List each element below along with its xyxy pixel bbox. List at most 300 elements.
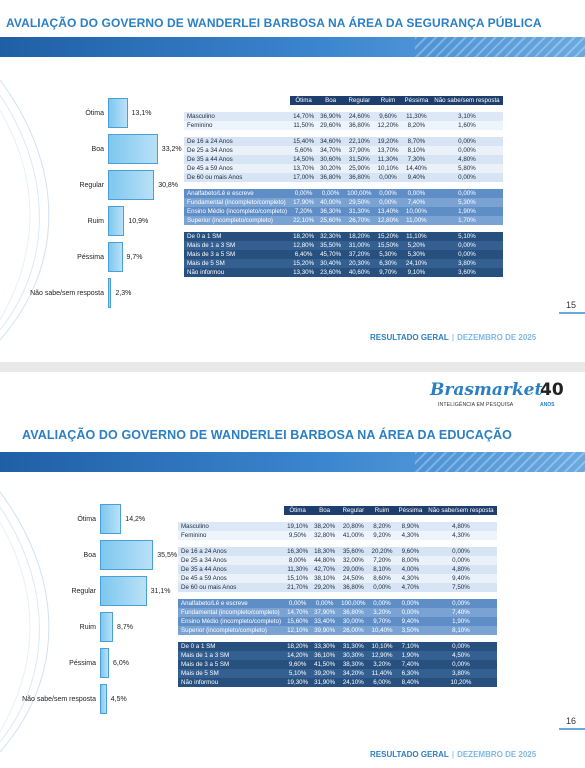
- page-number-rule: [559, 312, 585, 314]
- table-cell: 8,70%: [402, 137, 432, 146]
- bar-row: [28, 648, 129, 678]
- row-label: Ensino Médio (incompleto/completo): [178, 617, 284, 626]
- table-cell: 0,00%: [431, 146, 502, 155]
- table-cell: 4,30%: [396, 531, 426, 540]
- table-column-header: Regular: [344, 96, 374, 105]
- table-cell: 0,00%: [375, 189, 402, 198]
- table-cell: 3,80%: [425, 669, 496, 678]
- table-cell: 9,50%: [284, 531, 311, 540]
- table-column-header: Péssima: [396, 506, 426, 515]
- table-header-row: [184, 96, 503, 105]
- bar-category-label: Não sabe/sem resposta: [30, 289, 104, 297]
- table-cell: 36,10%: [311, 651, 338, 660]
- table-cell: 8,00%: [284, 556, 311, 565]
- table-row: [178, 608, 497, 617]
- table-cell: 5,60%: [290, 146, 317, 155]
- table-cell: 10,10%: [369, 642, 396, 651]
- group-spacer: [178, 592, 497, 599]
- row-label: Mais de 5 SM: [184, 259, 290, 268]
- table-cell: 12,20%: [375, 121, 402, 130]
- table-cell: 12,80%: [290, 241, 317, 250]
- row-label: Analfabeto/Lê e escreve: [184, 189, 290, 198]
- table-column-header: Ruim: [369, 506, 396, 515]
- footer-date: DEZEMBRO DE 2025: [457, 750, 537, 759]
- table-cell: 19,10%: [284, 522, 311, 531]
- table-row: [184, 250, 503, 259]
- table-row: [184, 268, 503, 277]
- footer: [370, 333, 536, 342]
- table-cell: 11,40%: [369, 669, 396, 678]
- table-cell: 10,00%: [402, 207, 432, 216]
- bar-value-label: 2,3%: [115, 289, 132, 297]
- table-row: [178, 522, 497, 531]
- bar-value-label: 10,9%: [128, 217, 149, 225]
- table-cell: 0,00%: [425, 599, 496, 608]
- table-cell: 0,00%: [284, 599, 311, 608]
- table-cell: 31,30%: [338, 642, 368, 651]
- table-cell: 1,90%: [425, 617, 496, 626]
- table-cell: 7,40%: [425, 608, 496, 617]
- table-cell: 44,80%: [311, 556, 338, 565]
- table-row: [178, 599, 497, 608]
- table-cell: 7,10%: [396, 642, 426, 651]
- table-cell: 14,70%: [290, 112, 317, 121]
- bar-category-label: Péssima: [77, 253, 104, 261]
- table-cell: 19,20%: [375, 137, 402, 146]
- table-cell: 15,50%: [375, 241, 402, 250]
- table-cell: 0,00%: [375, 173, 402, 182]
- table-cell: 29,60%: [317, 121, 344, 130]
- table-cell: 5,20%: [402, 241, 432, 250]
- table-cell: 0,00%: [431, 189, 502, 198]
- table-cell: 3,20%: [369, 660, 396, 669]
- bar: [108, 206, 124, 236]
- table-row: [184, 189, 503, 198]
- table-cell: 4,50%: [425, 651, 496, 660]
- bar-row: [36, 134, 182, 164]
- table-cell: 29,50%: [344, 198, 374, 207]
- table-cell: 10,20%: [425, 678, 496, 687]
- table-cell: 7,50%: [425, 583, 496, 592]
- table-column-header: Não sabe/sem resposta: [425, 506, 496, 515]
- table-cell: 37,90%: [311, 608, 338, 617]
- table-cell: 38,30%: [338, 660, 368, 669]
- row-label: Masculino: [184, 112, 290, 121]
- table-cell: 31,30%: [344, 207, 374, 216]
- table-cell: 1,70%: [431, 216, 502, 225]
- table-cell: 8,20%: [369, 522, 396, 531]
- table-row: [178, 642, 497, 651]
- table-cell: 20,30%: [344, 259, 374, 268]
- crosstab-table: [184, 96, 503, 277]
- table-cell: 0,00%: [317, 189, 344, 198]
- table-cell: 0,00%: [375, 198, 402, 207]
- bar-row: [28, 504, 145, 534]
- table-cell: 32,80%: [311, 531, 338, 540]
- table-column-header: Péssima: [402, 96, 432, 105]
- bar-row: [28, 612, 133, 642]
- page-number: 15: [566, 300, 577, 310]
- footer-date: DEZEMBRO DE 2025: [457, 333, 537, 342]
- bar: [100, 612, 113, 642]
- table-cell: 8,60%: [369, 574, 396, 583]
- table-cell: 30,40%: [317, 259, 344, 268]
- table-cell: 26,00%: [338, 626, 368, 635]
- brand-anos: ANOS: [540, 402, 555, 408]
- table-cell: 0,00%: [431, 241, 502, 250]
- bar-category-label: Ótima: [85, 109, 104, 117]
- bar-category-label: Boa: [91, 145, 104, 153]
- crosstab-table: [178, 506, 497, 687]
- table-cell: 41,00%: [338, 531, 368, 540]
- table-cell: 7,40%: [396, 660, 426, 669]
- table-cell: 13,40%: [375, 207, 402, 216]
- row-label: De 45 a 59 Anos: [184, 164, 290, 173]
- table-cell: 18,20%: [284, 642, 311, 651]
- table-column-header: Boa: [317, 96, 344, 105]
- table-cell: 11,00%: [402, 216, 432, 225]
- table-cell: 4,30%: [396, 574, 426, 583]
- band-pattern: [415, 452, 585, 472]
- bar: [100, 504, 121, 534]
- bar-row: [30, 278, 132, 308]
- table-cell: 0,00%: [425, 642, 496, 651]
- table-row: [184, 241, 503, 250]
- row-label: De 25 a 34 Anos: [178, 556, 284, 565]
- table-cell: 0,00%: [402, 189, 432, 198]
- table-cell: 4,00%: [396, 565, 426, 574]
- table-cell: 24,50%: [338, 574, 368, 583]
- table-column-header: Ótima: [290, 96, 317, 105]
- table-cell: 36,80%: [344, 173, 374, 182]
- table-row: [184, 155, 503, 164]
- table-cell: 29,00%: [338, 565, 368, 574]
- title-band: [0, 37, 585, 57]
- footer: [370, 750, 536, 759]
- table-cell: 5,80%: [431, 164, 502, 173]
- table-cell: 9,70%: [369, 617, 396, 626]
- table-cell: 38,10%: [311, 574, 338, 583]
- table-column-header: Ruim: [375, 96, 402, 105]
- bar-row: [36, 98, 152, 128]
- footer-label: RESULTADO GERAL: [370, 333, 449, 342]
- bar-value-label: 14,2%: [125, 515, 146, 523]
- table-cell: 8,00%: [396, 556, 426, 565]
- bar-category-label: Regular: [71, 587, 96, 595]
- table-cell: 31,90%: [311, 678, 338, 687]
- table-cell: 35,50%: [317, 241, 344, 250]
- table-cell: 19,30%: [284, 678, 311, 687]
- slide-seguranca-publica: [0, 0, 585, 362]
- band-pattern: [415, 37, 585, 57]
- bar-value-label: 4,5%: [110, 695, 127, 703]
- table-cell: 9,70%: [375, 268, 402, 277]
- table-cell: 14,40%: [402, 164, 432, 173]
- table-cell: 3,80%: [431, 259, 502, 268]
- bar: [100, 576, 147, 606]
- table-cell: 33,40%: [311, 617, 338, 626]
- table-row: [184, 216, 503, 225]
- row-label: Mais de 1 a 3 SM: [178, 651, 284, 660]
- table-row: [178, 660, 497, 669]
- table-cell: 18,20%: [290, 232, 317, 241]
- table-cell: 100,00%: [344, 189, 374, 198]
- table-cell: 22,10%: [290, 216, 317, 225]
- table-cell: 39,20%: [311, 669, 338, 678]
- table-row: [184, 259, 503, 268]
- table-cell: 8,40%: [396, 678, 426, 687]
- row-label: Superior (incompleto/completo): [178, 626, 284, 635]
- table-cell: 4,80%: [425, 522, 496, 531]
- table-cell: 7,20%: [290, 207, 317, 216]
- bar-value-label: 35,5%: [157, 551, 178, 559]
- table-cell: 34,70%: [317, 146, 344, 155]
- row-label: De 16 a 24 Anos: [178, 547, 284, 556]
- bar: [108, 242, 123, 272]
- table-cell: 11,50%: [290, 121, 317, 130]
- table-cell: 37,20%: [344, 250, 374, 259]
- bar-category-label: Ruim: [79, 623, 96, 631]
- row-label: Mais de 3 a 5 SM: [184, 250, 290, 259]
- table-row: [178, 651, 497, 660]
- table-cell: 7,40%: [402, 198, 432, 207]
- table-row: [184, 137, 503, 146]
- bar-value-label: 9,7%: [126, 253, 143, 261]
- group-spacer: [184, 182, 503, 189]
- table-row: [178, 556, 497, 565]
- slide-title: AVALIAÇÃO DO GOVERNO DE WANDERLEI BARBOSA NA ÁREA DA EDUCAÇÃO: [22, 428, 512, 442]
- table-cell: 4,80%: [425, 565, 496, 574]
- table-row: [184, 232, 503, 241]
- row-label: Fundamental (incompleto/completo): [184, 198, 290, 207]
- row-label: Mais de 3 a 5 SM: [178, 660, 284, 669]
- table-cell: 1,90%: [431, 207, 502, 216]
- table-cell: 9,40%: [402, 173, 432, 182]
- table-cell: 30,60%: [317, 155, 344, 164]
- table-cell: 11,10%: [402, 232, 432, 241]
- table-cell: 11,30%: [402, 112, 432, 121]
- table-cell: 11,30%: [375, 155, 402, 164]
- table-cell: 15,10%: [284, 574, 311, 583]
- table-cell: 34,20%: [338, 669, 368, 678]
- table-row: [184, 112, 503, 121]
- bar-row: [36, 170, 178, 200]
- table-cell: 8,20%: [402, 121, 432, 130]
- table-corner: [178, 506, 284, 515]
- group-spacer: [178, 540, 497, 547]
- footer-separator: |: [451, 333, 455, 342]
- table-cell: 0,00%: [290, 189, 317, 198]
- row-label: Feminino: [184, 121, 290, 130]
- table-cell: 29,20%: [311, 583, 338, 592]
- table-cell: 32,00%: [338, 556, 368, 565]
- table-cell: 8,90%: [396, 522, 426, 531]
- table-cell: 13,70%: [290, 164, 317, 173]
- table-cell: 6,30%: [396, 669, 426, 678]
- bar-row: [36, 242, 143, 272]
- brand-tagline: INTELIGÊNCIA EM PESQUISA: [438, 402, 514, 408]
- bar-row: [22, 684, 127, 714]
- table-cell: 36,90%: [317, 112, 344, 121]
- table-cell: 40,00%: [317, 198, 344, 207]
- table-cell: 21,70%: [284, 583, 311, 592]
- row-label: Superior (incompleto/completo): [184, 216, 290, 225]
- table-cell: 0,00%: [431, 250, 502, 259]
- table-cell: 0,00%: [425, 547, 496, 556]
- brand-logo: [430, 380, 570, 420]
- table-cell: 3,20%: [369, 608, 396, 617]
- bar-category-label: Regular: [79, 181, 104, 189]
- table-cell: 14,70%: [284, 608, 311, 617]
- table-cell: 18,30%: [311, 547, 338, 556]
- page-number: 16: [566, 716, 577, 726]
- table-cell: 0,00%: [369, 583, 396, 592]
- table-row: [184, 173, 503, 182]
- table-column-header: Ótima: [284, 506, 311, 515]
- table-cell: 1,90%: [396, 651, 426, 660]
- table-cell: 9,40%: [396, 617, 426, 626]
- table-cell: 31,50%: [344, 155, 374, 164]
- row-label: Não informou: [184, 268, 290, 277]
- table-cell: 13,30%: [290, 268, 317, 277]
- bar-category-label: Não sabe/sem resposta: [22, 695, 96, 703]
- table-cell: 22,10%: [344, 137, 374, 146]
- table-cell: 9,60%: [396, 547, 426, 556]
- table-cell: 36,80%: [338, 583, 368, 592]
- group-spacer: [184, 130, 503, 137]
- table-cell: 8,10%: [425, 626, 496, 635]
- table-cell: 9,60%: [375, 112, 402, 121]
- table-cell: 38,20%: [311, 522, 338, 531]
- table-cell: 4,30%: [425, 531, 496, 540]
- bar-value-label: 30,8%: [158, 181, 179, 189]
- table-row: [184, 207, 503, 216]
- table-cell: 35,60%: [338, 547, 368, 556]
- row-label: Não informou: [178, 678, 284, 687]
- table-cell: 16,30%: [284, 547, 311, 556]
- table-cell: 100,00%: [338, 599, 368, 608]
- table-row: [178, 574, 497, 583]
- table-cell: 24,60%: [344, 112, 374, 121]
- bar-row: [36, 206, 148, 236]
- table-cell: 0,00%: [396, 599, 426, 608]
- table-cell: 24,10%: [338, 678, 368, 687]
- table-cell: 37,90%: [344, 146, 374, 155]
- row-label: De 60 ou mais Anos: [178, 583, 284, 592]
- table-cell: 5,10%: [284, 669, 311, 678]
- table-cell: 25,90%: [344, 164, 374, 173]
- row-label: De 45 a 59 Anos: [178, 574, 284, 583]
- table-row: [178, 531, 497, 540]
- table-cell: 12,80%: [375, 216, 402, 225]
- row-label: De 35 a 44 Anos: [178, 565, 284, 574]
- row-label: Mais de 5 SM: [178, 669, 284, 678]
- table-cell: 15,40%: [290, 137, 317, 146]
- bar-category-label: Ótima: [77, 515, 96, 523]
- table-row: [178, 583, 497, 592]
- group-spacer: [178, 515, 497, 522]
- table-cell: 36,80%: [338, 608, 368, 617]
- row-label: Analfabeto/Lê e escreve: [178, 599, 284, 608]
- table-cell: 34,60%: [317, 137, 344, 146]
- table-cell: 9,60%: [284, 660, 311, 669]
- table-corner: [184, 96, 290, 105]
- row-label: Feminino: [178, 531, 284, 540]
- bar-value-label: 6,0%: [113, 659, 129, 667]
- row-label: De 35 a 44 Anos: [184, 155, 290, 164]
- table-cell: 15,20%: [290, 259, 317, 268]
- table-cell: 36,30%: [317, 207, 344, 216]
- bar: [108, 98, 128, 128]
- slide-gap: [0, 362, 585, 372]
- table-cell: 9,40%: [425, 574, 496, 583]
- table-cell: 0,00%: [311, 599, 338, 608]
- bar-category-label: Boa: [83, 551, 96, 559]
- table-cell: 0,00%: [425, 660, 496, 669]
- table-cell: 14,20%: [284, 651, 311, 660]
- table-cell: 3,10%: [431, 112, 502, 121]
- bar-category-label: Péssima: [69, 659, 96, 667]
- table-cell: 11,30%: [284, 565, 311, 574]
- bar: [100, 684, 107, 714]
- table-cell: 12,90%: [369, 651, 396, 660]
- slide-title: AVALIAÇÃO DO GOVERNO DE WANDERLEI BARBOSA NA ÁREA DA SEGURANÇA PÚBLICA: [6, 16, 542, 30]
- bar: [100, 648, 109, 678]
- table-cell: 17,90%: [290, 198, 317, 207]
- table-cell: 7,20%: [369, 556, 396, 565]
- table-cell: 0,00%: [425, 556, 496, 565]
- row-label: De 0 a 1 SM: [178, 642, 284, 651]
- table-cell: 15,60%: [284, 617, 311, 626]
- table-cell: 9,20%: [369, 531, 396, 540]
- table-cell: 39,90%: [311, 626, 338, 635]
- table-cell: 31,00%: [344, 241, 374, 250]
- table-cell: 13,70%: [375, 146, 402, 155]
- table-row: [178, 669, 497, 678]
- row-label: Fundamental (incompleto/completo): [178, 608, 284, 617]
- table-cell: 41,50%: [311, 660, 338, 669]
- row-label: Ensino Médio (incompleto/completo): [184, 207, 290, 216]
- table-cell: 25,60%: [317, 216, 344, 225]
- slide-educacao: [0, 372, 585, 768]
- table-column-header: Regular: [338, 506, 368, 515]
- bar-value-label: 8,7%: [117, 623, 134, 631]
- table-cell: 4,70%: [396, 583, 426, 592]
- table-cell: 20,20%: [369, 547, 396, 556]
- table-cell: 5,10%: [431, 232, 502, 241]
- table-cell: 0,00%: [431, 173, 502, 182]
- bar-value-label: 13,1%: [131, 109, 152, 117]
- table-cell: 6,30%: [375, 259, 402, 268]
- table-cell: 1,60%: [431, 121, 502, 130]
- table-cell: 30,00%: [338, 617, 368, 626]
- table-row: [178, 678, 497, 687]
- table-cell: 4,80%: [431, 155, 502, 164]
- table-cell: 8,10%: [402, 146, 432, 155]
- bar-category-label: Ruim: [87, 217, 104, 225]
- table-cell: 0,00%: [369, 599, 396, 608]
- bar-row: [28, 576, 171, 606]
- table-cell: 8,10%: [369, 565, 396, 574]
- row-label: De 60 ou mais Anos: [184, 173, 290, 182]
- table-row: [178, 565, 497, 574]
- footer-separator: |: [451, 750, 455, 759]
- table-row: [184, 198, 503, 207]
- table-cell: 30,30%: [338, 651, 368, 660]
- row-label: Masculino: [178, 522, 284, 531]
- table-cell: 12,10%: [284, 626, 311, 635]
- footer-label: RESULTADO GERAL: [370, 750, 449, 759]
